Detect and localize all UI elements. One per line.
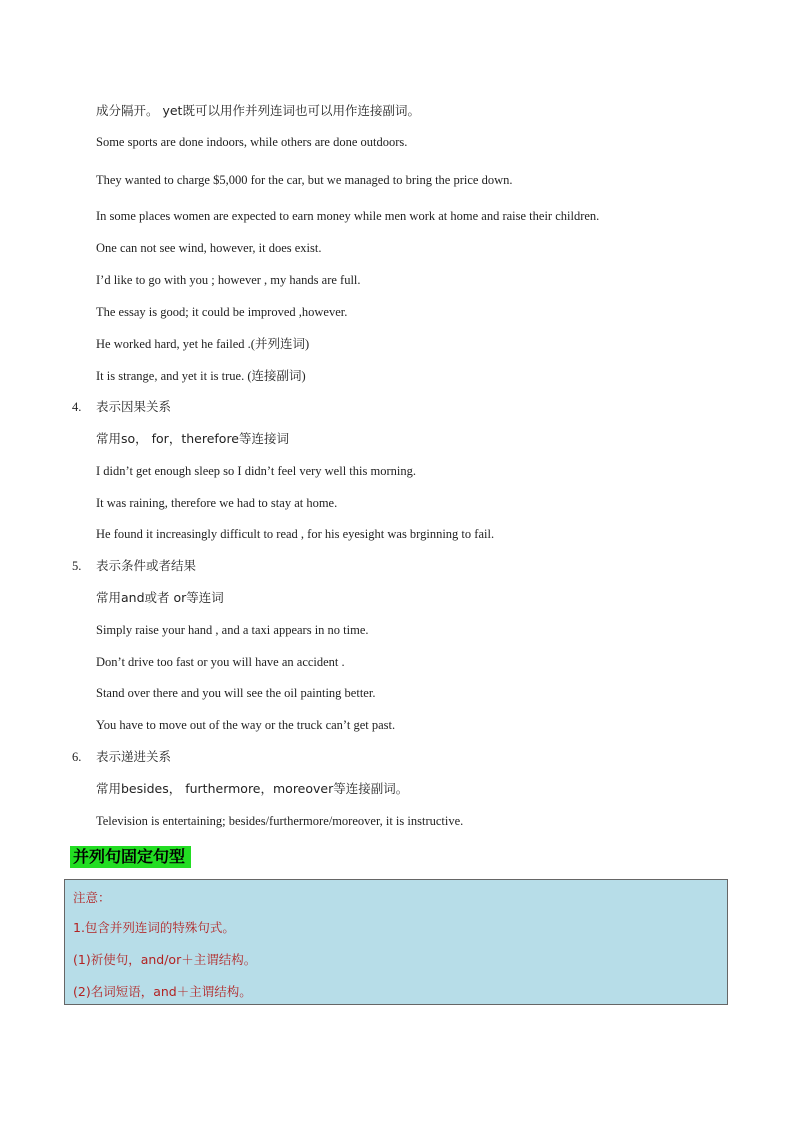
text-line: You have to move out of the way or the truck can’t get past. (96, 718, 396, 732)
text-line: The essay is good; it could be improved ,however. (96, 305, 348, 319)
note-box (64, 879, 728, 1005)
text-line: Simply raise your hand , and a taxi appears in no time. (96, 623, 369, 637)
section-number: 6. (72, 750, 82, 764)
text-line: Don’t drive too fast or you will have an accident . (96, 655, 345, 669)
section-heading: 表示递进关系 (96, 749, 172, 764)
section-number: 4. (72, 400, 82, 414)
text-line: He found it increasingly difficult to read , for his eyesight was brginning to fail. (96, 527, 495, 541)
section-number: 5. (72, 559, 82, 573)
text-line: Television is entertaining; besides/furthermore/moreover, it is instructive. (96, 814, 464, 828)
note-label: 注意： (73, 890, 111, 905)
text-line: 常用so， for，therefore等连接词 (96, 431, 289, 446)
section-heading: 表示条件或者结果 (96, 558, 197, 573)
text-line: I’d like to go with you ; however , my hands are full. (96, 273, 361, 287)
text-line: It was raining, therefore we had to stay at home. (96, 496, 338, 510)
note-line: (2)名词短语，and＋主谓结构。 (73, 984, 252, 999)
section-heading: 表示因果关系 (96, 399, 172, 414)
text-line: It is strange, and yet it is true. (连接副词) (96, 369, 306, 383)
text-line: Some sports are done indoors, while others are done outdoors. (96, 135, 408, 149)
text-line: One can not see wind, however, it does exist. (96, 241, 322, 255)
section-title: 并列句固定句型 (70, 846, 191, 868)
text-line: 成分隔开。 yet既可以用作并列连词也可以用作连接副词。 (96, 103, 420, 118)
text-line: They wanted to charge $5,000 for the car, but we managed to bring the price down. (96, 173, 513, 187)
text-line: I didn’t get enough sleep so I didn’t feel very well this morning. (96, 464, 416, 478)
text-line: 常用besides， furthermore，moreover等连接副词。 (96, 781, 409, 796)
text-line: In some places women are expected to earn money while men work at home and raise their children. (96, 209, 600, 223)
text-line: 常用and或者 or等连词 (96, 590, 224, 605)
text-line: Stand over there and you will see the oil painting better. (96, 686, 376, 700)
note-line: 1.包含并列连词的特殊句式。 (73, 920, 235, 935)
note-line: (1)祈使句，and/or＋主谓结构。 (73, 952, 257, 967)
text-line: He worked hard, yet he failed .(并列连词) (96, 337, 310, 351)
